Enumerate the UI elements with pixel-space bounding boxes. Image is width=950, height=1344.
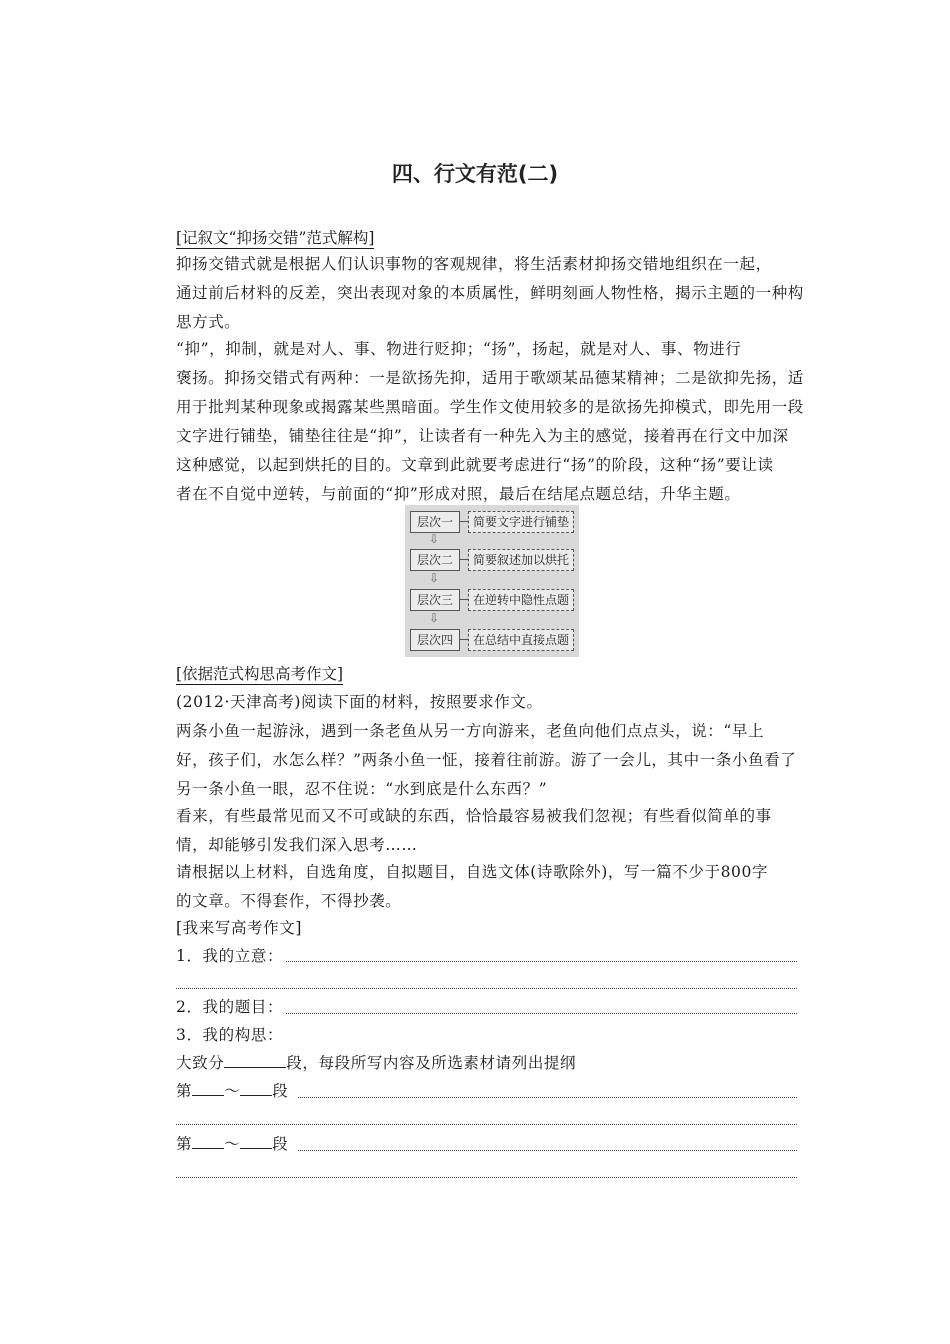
outline-answer-line[interactable] <box>298 1097 797 1098</box>
prompt-intro: (2012·天津高考)阅读下面的材料，按照要求作文。 <box>176 693 543 711</box>
section-heading-structure: [记叙文“抑扬交错”范式解构] <box>176 229 375 247</box>
outline-suffix: 段，每段所写内容及所选素材请列出提纲 <box>286 1054 577 1072</box>
paragraph-count-blank[interactable] <box>224 1053 286 1068</box>
level-description: 在逆转中隐性点题 <box>468 589 574 611</box>
item-thesis-label: 1．我的立意： <box>176 947 284 965</box>
range-start-blank[interactable] <box>192 1081 224 1096</box>
paragraph-line: 看来，有些最常见而又不可或缺的东西，恰恰最容易被我们忽视；有些看似简单的事 <box>176 807 772 825</box>
outline-answer-line-2[interactable] <box>176 1124 797 1125</box>
paragraph-line: “抑”，抑制，就是对人、事、物进行贬抑；“扬”，扬起，就是对人、事、物进行 <box>176 340 742 358</box>
down-arrow-icon: ⇩ <box>428 532 440 546</box>
paragraph-line: 好，孩子们，水怎么样？”两条小鱼一怔，接着往前游。游了一会儿，其中一条小鱼看了 <box>176 751 797 769</box>
paragraph-line: 者在不自觉中逆转，与前面的“抑”形成对照，最后在结尾点题总结，升华主题。 <box>176 485 741 503</box>
structure-flow-diagram <box>405 505 579 657</box>
paragraph-line: 抑扬交错式就是根据人们认识事物的客观规律，将生活素材抑扬交错地组织在一起， <box>176 255 772 273</box>
connector-line <box>460 599 468 600</box>
para-suffix: 段 <box>272 1082 289 1100</box>
section-heading-write: [我来写高考作文] <box>176 919 302 937</box>
range-end-blank[interactable] <box>240 1134 272 1149</box>
connector-line <box>460 559 468 560</box>
outline-answer-line[interactable] <box>298 1150 797 1151</box>
item-title-label: 2．我的题目： <box>176 998 284 1016</box>
paragraph-line: 情，却能够引发我们深入思考…… <box>176 836 418 854</box>
level-box: 层次三 <box>410 589 460 611</box>
outline-answer-line-2[interactable] <box>176 1177 797 1178</box>
page-title: 四、行文有范(二) <box>391 162 559 186</box>
paragraph-range-row <box>176 1134 288 1154</box>
connector-line <box>460 639 468 640</box>
paragraph-line: 这种感觉，以起到烘托的目的。文章到此就要考虑进行“扬”的阶段，这种“扬”要让读 <box>176 456 774 474</box>
thesis-answer-line-2[interactable] <box>176 988 797 989</box>
outline-instruction <box>176 1053 576 1073</box>
paragraph-line: 的文章。不得套作，不得抄袭。 <box>176 892 402 910</box>
paragraph-line: 通过前后材料的反差，突出表现对象的本质属性，鲜明刻画人物性格，揭示主题的一种构 <box>176 284 804 302</box>
down-arrow-icon: ⇩ <box>428 571 440 585</box>
paragraph-line: 请根据以上材料，自选角度，自拟题目，自选文体(诗歌除外)，写一篇不少于800字 <box>176 863 769 881</box>
para-prefix: 第 <box>176 1135 193 1153</box>
section-heading-prompt: [依据范式构思高考作文] <box>176 665 344 683</box>
level-box: 层次二 <box>410 549 460 571</box>
para-suffix: 段 <box>272 1135 289 1153</box>
paragraph-line: 褒扬。抑扬交错式有两种：一是欲扬先抑，适用于歌颂某品德某精神；二是欲抑先扬，适 <box>176 369 804 387</box>
level-description: 简要叙述加以烘托 <box>468 549 574 571</box>
para-tilde: ～ <box>224 1135 241 1153</box>
para-tilde: ～ <box>224 1082 241 1100</box>
range-start-blank[interactable] <box>192 1134 224 1149</box>
paragraph-line: 两条小鱼一起游泳，遇到一条老鱼从另一方向游来，老鱼向他们点点头，说：“早上 <box>176 722 765 740</box>
paragraph-line: 用于批判某种现象或揭露某些黑暗面。学生作文使用较多的是欲扬先抑模式，即先用一段 <box>176 398 804 416</box>
paragraph-range-row <box>176 1081 288 1101</box>
para-prefix: 第 <box>176 1082 193 1100</box>
paragraph-line: 另一条小鱼一眼，忍不住说：“水到底是什么东西？” <box>176 780 548 798</box>
level-description: 简要文字进行铺垫 <box>468 511 574 533</box>
thesis-answer-line[interactable] <box>286 961 797 962</box>
down-arrow-icon: ⇩ <box>428 611 440 625</box>
paragraph-line: 文字进行铺垫，铺垫往往是“抑”，让读者有一种先入为主的感觉，接着再在行文中加深 <box>176 427 789 445</box>
range-end-blank[interactable] <box>240 1081 272 1096</box>
item-outline-label: 3．我的构思： <box>176 1026 284 1044</box>
title-answer-line[interactable] <box>286 1013 797 1014</box>
connector-line <box>460 521 468 522</box>
level-description: 在总结中直接点题 <box>468 629 574 651</box>
paragraph-line: 思方式。 <box>176 313 241 331</box>
level-box: 层次一 <box>410 511 460 533</box>
level-box: 层次四 <box>410 629 460 651</box>
outline-prefix: 大致分 <box>176 1054 225 1072</box>
